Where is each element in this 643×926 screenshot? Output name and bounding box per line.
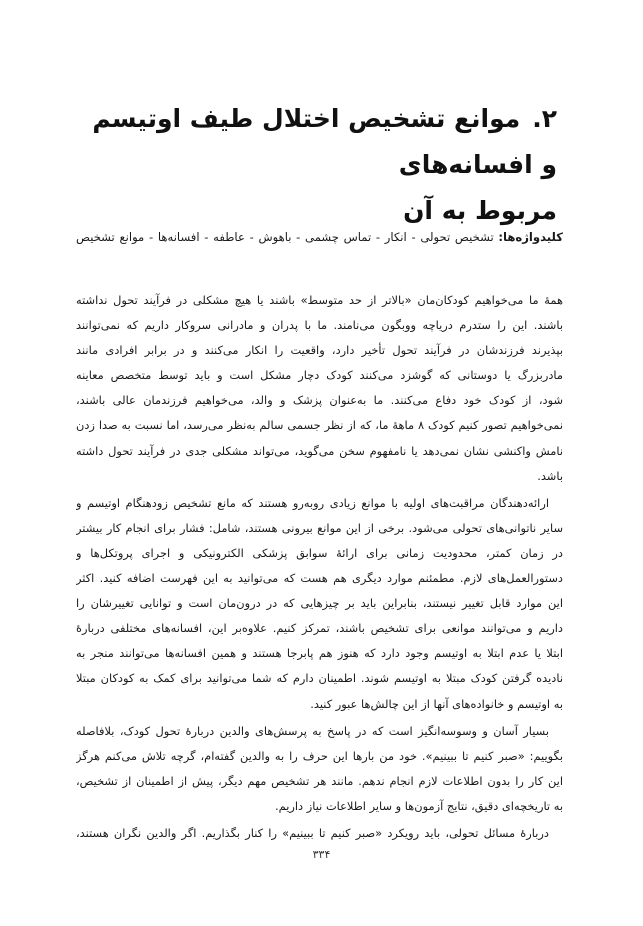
heading-line-1 — [77, 96, 557, 188]
text-line: نادیده گرفتن کودک مبتلا به اوتیسم شوند. اطمینان دارم که شما می‌توانید برای کمک به کودکان مبتلا — [76, 671, 563, 686]
body-text — [76, 288, 563, 848]
text-line: مادربزرگ یا دوستانی که گوشزد می‌کنند کودک دچار مشکل است و باید توسط متخصص معاینه — [76, 368, 563, 383]
text-line: به تاریخچه‌ای دقیق، نتایج آزمون‌ها و سایر اطلاعات نیاز داریم. — [275, 798, 563, 813]
heading-number: ۲. — [532, 104, 557, 133]
paragraph-4 — [76, 821, 563, 846]
text-line: داریم و می‌توانند موانعی برای تشخیص باشند، تمرکز کنیم. علاوه‌بر این، افسانه‌های مختلفی دربارهٔ — [76, 621, 563, 636]
text-line: ارائه‌دهندگان مراقبت‌های اولیه با موانع زیادی روبه‌رو هستند که مانع تشخیص زودهنگام اوتیسم و — [76, 495, 549, 510]
text-line: نامش واکنشی نشان نمی‌دهد یا نامفهوم سخن می‌گوید، می‌تواند مشکلی جدی در فرآیند تحول داشته — [76, 443, 563, 458]
text-line: سایر ناتوانی‌های تحولی می‌شود. برخی از این موانع بیرونی هستند، شامل: فشار برای انجام کار بیشتر — [76, 520, 563, 535]
text-line: همهٔ ما می‌خواهیم کودکان‌مان «بالاتر از حد متوسط» باشند یا هیچ مشکلی در فرآیند تحول نداشته — [76, 293, 563, 307]
text-line: این کار را بدون اطلاعات لازم انجام ندهم. مانند هر تشخیص مهم دیگر، پیش از اطمینان از تشخیص، — [76, 773, 563, 788]
heading-line-2: مربوط به آن — [403, 196, 557, 225]
keywords-line — [76, 226, 563, 248]
text-line: این موارد قابل تغییر نیستند، بنابراین باید بر چیزهایی که در درون‌مان است و توانایی تغییرشان را — [76, 596, 563, 611]
text-line: به اوتیسم و خانواده‌های آنها از این چالش‌ها عبور کنید. — [310, 696, 563, 711]
text-line: در زمان کمتر، محدودیت زمانی برای ارائهٔ سوابق پزشکی الکترونیکی و اجرای پروتکل‌ها و — [76, 545, 563, 560]
text-line: باشد. — [537, 468, 563, 483]
paragraph-3 — [76, 719, 563, 819]
heading-title-part-1: موانع تشخیص اختلال طیف اوتیسم و افسانه‌های — [92, 104, 557, 179]
chapter-heading — [77, 96, 557, 234]
text-line: دستورالعمل‌های لازم. مطمئنم موارد دیگری هم هست که می‌توانید به این فهرست اضافه کنید. اکثر — [76, 571, 563, 586]
text-line: بگوییم: «صبر کنیم تا ببینیم». خود من بارها این حرف را به والدین گفته‌ام، گرچه تلاش می‌کنم هرگز — [76, 748, 563, 763]
paragraph-1 — [76, 288, 563, 489]
text-line: شود، از کودک خود دفاع می‌کنند. ما به‌عنوان پزشک و والد، می‌خواهیم فرزندمان عالی باشند، — [76, 393, 563, 408]
keywords-list: تشخیص تحولی - انکار - تماس چشمی - باهوش - عاطفه - افسانه‌ها - موانع تشخیص — [76, 230, 494, 244]
text-line: باشند. این را ستدرم دریاچه ووبگون می‌نامند. ما با پدران و مادرانی سروکار داریم که نمی‌توانند — [76, 318, 563, 333]
paragraph-2 — [76, 491, 563, 717]
keywords-label: کلیدواژه‌ها: — [498, 230, 563, 244]
page-number: ۳۳۴ — [312, 848, 331, 861]
text-line: بسیار آسان و وسوسه‌انگیز است که در پاسخ به پرسش‌های والدین دربارهٔ تحول کودک، بلافاصله — [76, 723, 549, 738]
text-line: بپذیرند فرزندشان در فرآیند تحول تأخیر دارد، واقعیت را انکار می‌کنند و در برابر افرادی مانند — [76, 343, 563, 358]
text-line: دربارهٔ مسائل تحولی، باید رویکرد «صبر کنیم تا ببینیم» را کنار بگذاریم. اگر والدین نگران هستند، — [76, 825, 549, 840]
text-line: ابتلا یا عدم ابتلا به اوتیسم وجود دارد که هنوز هم پابرجا هستند و همین افسانه‌ها می‌توانند منجر به — [76, 646, 563, 661]
text-line: نمی‌خواهیم تصور کنیم کودک ۸ ماههٔ ما، که از نظر جسمی سالم به‌نظر می‌رسد، اما نسبت به صدا زدن — [76, 418, 563, 433]
